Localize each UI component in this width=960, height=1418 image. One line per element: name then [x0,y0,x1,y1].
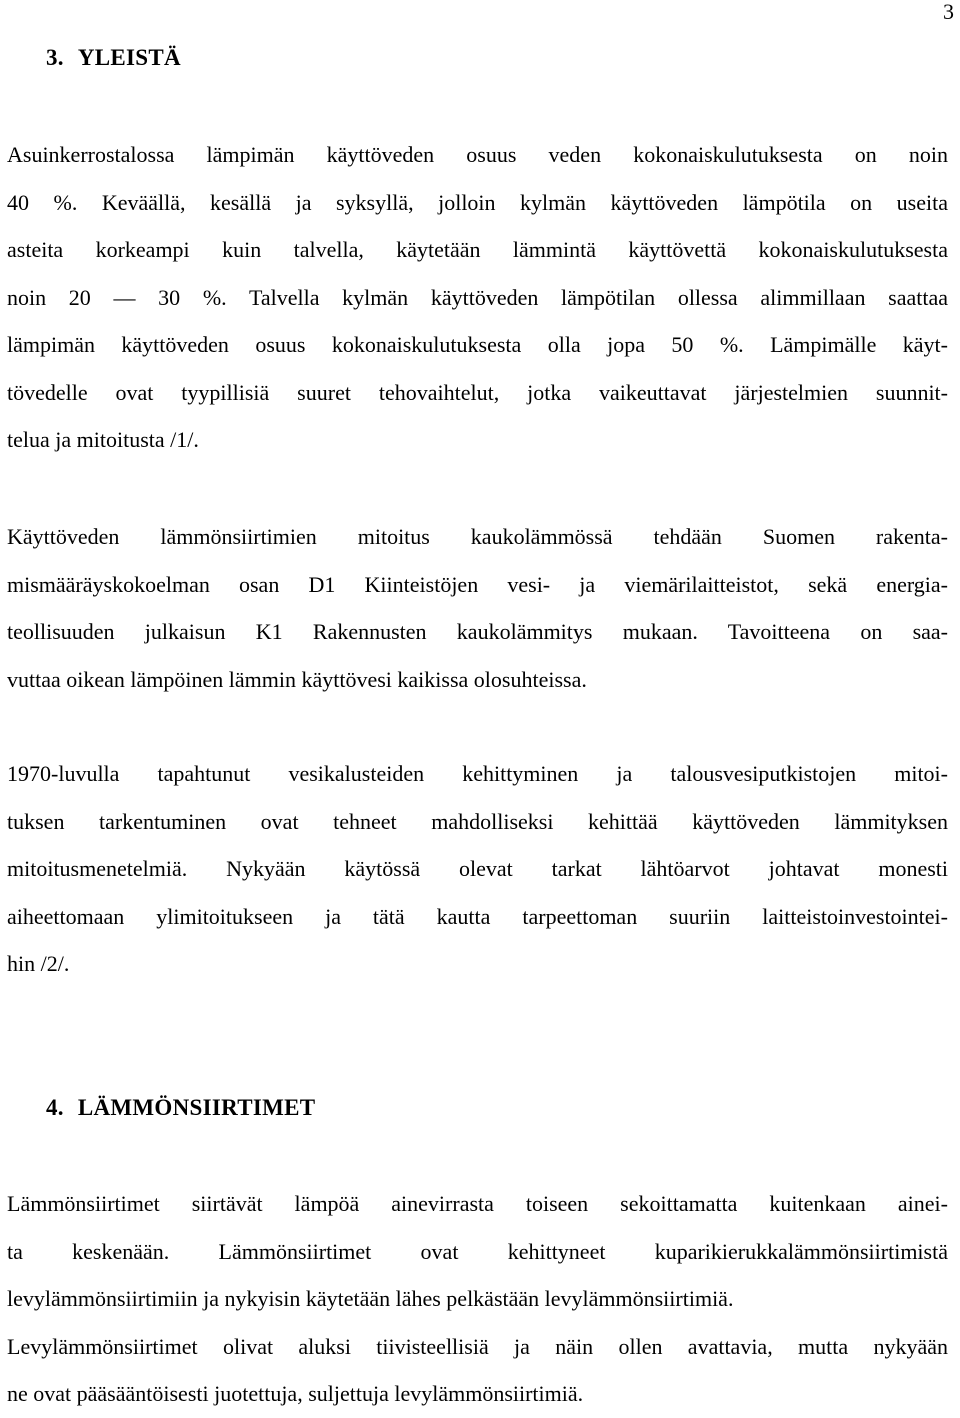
text-line: noin 20 — 30 %. Talvella kylmän käyttöveden lämpötilan ollessa alimmillaan saattaa [7,284,948,310]
text-line: levylämmönsiirtimiin ja nykyisin käytetään lähes pelkästään levylämmönsiirtimiä. [7,1286,734,1311]
section-number: 3. [46,45,64,70]
text-line: lämpimän käyttöveden osuus kokonaiskulutuksesta olla jopa 50 %. Lämpimälle käyt- [7,332,948,357]
text-line: asteita korkeampi kuin talvella, käytetään lämmintä käyttövettä kokonaiskulutuksesta [7,237,948,262]
section-title: YLEISTÄ [77,45,181,70]
page-number: 3 [943,0,954,24]
text-line: teollisuuden julkaisun K1 Rakennusten kaukolämmitys mukaan. Tavoitteena on saa- [7,619,948,644]
text-line: mitoitusmenetelmiä. Nykyään käytössä olevat tarkat lähtöarvot johtavat monesti [7,856,948,881]
text-line: Käyttöveden lämmönsiirtimien mitoitus kaukolämmössä tehdään Suomen rakenta- [7,524,948,549]
text-line: Levylämmönsiirtimet olivat aluksi tiivisteellisiä ja näin ollen avattavia, mutta nykyään [7,1333,948,1359]
paragraph [7,750,948,988]
text-line: ta keskenään. Lämmönsiirtimet ovat kehittyneet kuparikierukkalämmönsiirtimistä [7,1238,948,1264]
text-line: mismääräyskokoelman osan D1 Kiinteistöjen vesi- ja viemärilaitteistot, sekä energia- [7,571,948,597]
text-line: aiheettomaan ylimitoitukseen ja tätä kautta tarpeettoman suuriin laitteistoinvestointei- [7,903,948,929]
section-heading-lammonsiirtimet [46,1094,315,1122]
text-line: tuksen tarkentuminen ovat tehneet mahdolliseksi kehittää käyttöveden lämmityksen [7,808,948,834]
text-line: telua ja mitoitusta /1/. [7,427,199,452]
section-number: 4. [46,1095,64,1120]
text-line: ne ovat pääsääntöisesti juotettuja, suljettuja levylämmönsiirtimiä. [7,1381,584,1406]
text-line: 1970-luvulla tapahtunut vesikalusteiden kehittyminen ja talousvesiputkistojen mitoi- [7,761,948,786]
text-line: tövedelle ovat tyypillisiä suuret tehovaihtelut, jotka vaikeuttavat järjestelmien suunnit- [7,379,948,405]
paragraph [7,513,948,703]
text-line: 40 %. Keväällä, kesällä ja syksyllä, jolloin kylmän käyttöveden lämpötila on useita [7,189,948,215]
paragraph [7,131,948,464]
paragraph [7,1180,948,1418]
section-heading-yleista [46,44,181,72]
text-line: hin /2/. [7,951,70,976]
text-line: vuttaa oikean lämpöinen lämmin käyttövesi kaikissa olosuhteissa. [7,666,587,692]
section-title: LÄMMÖNSIIRTIMET [77,1095,316,1120]
text-line: Asuinkerrostalossa lämpimän käyttöveden osuus veden kokonaiskulutuksesta on noin [7,142,948,167]
text-line: Lämmönsiirtimet siirtävät lämpöä ainevirrasta toiseen sekoittamatta kuitenkaan ainei- [7,1191,948,1216]
